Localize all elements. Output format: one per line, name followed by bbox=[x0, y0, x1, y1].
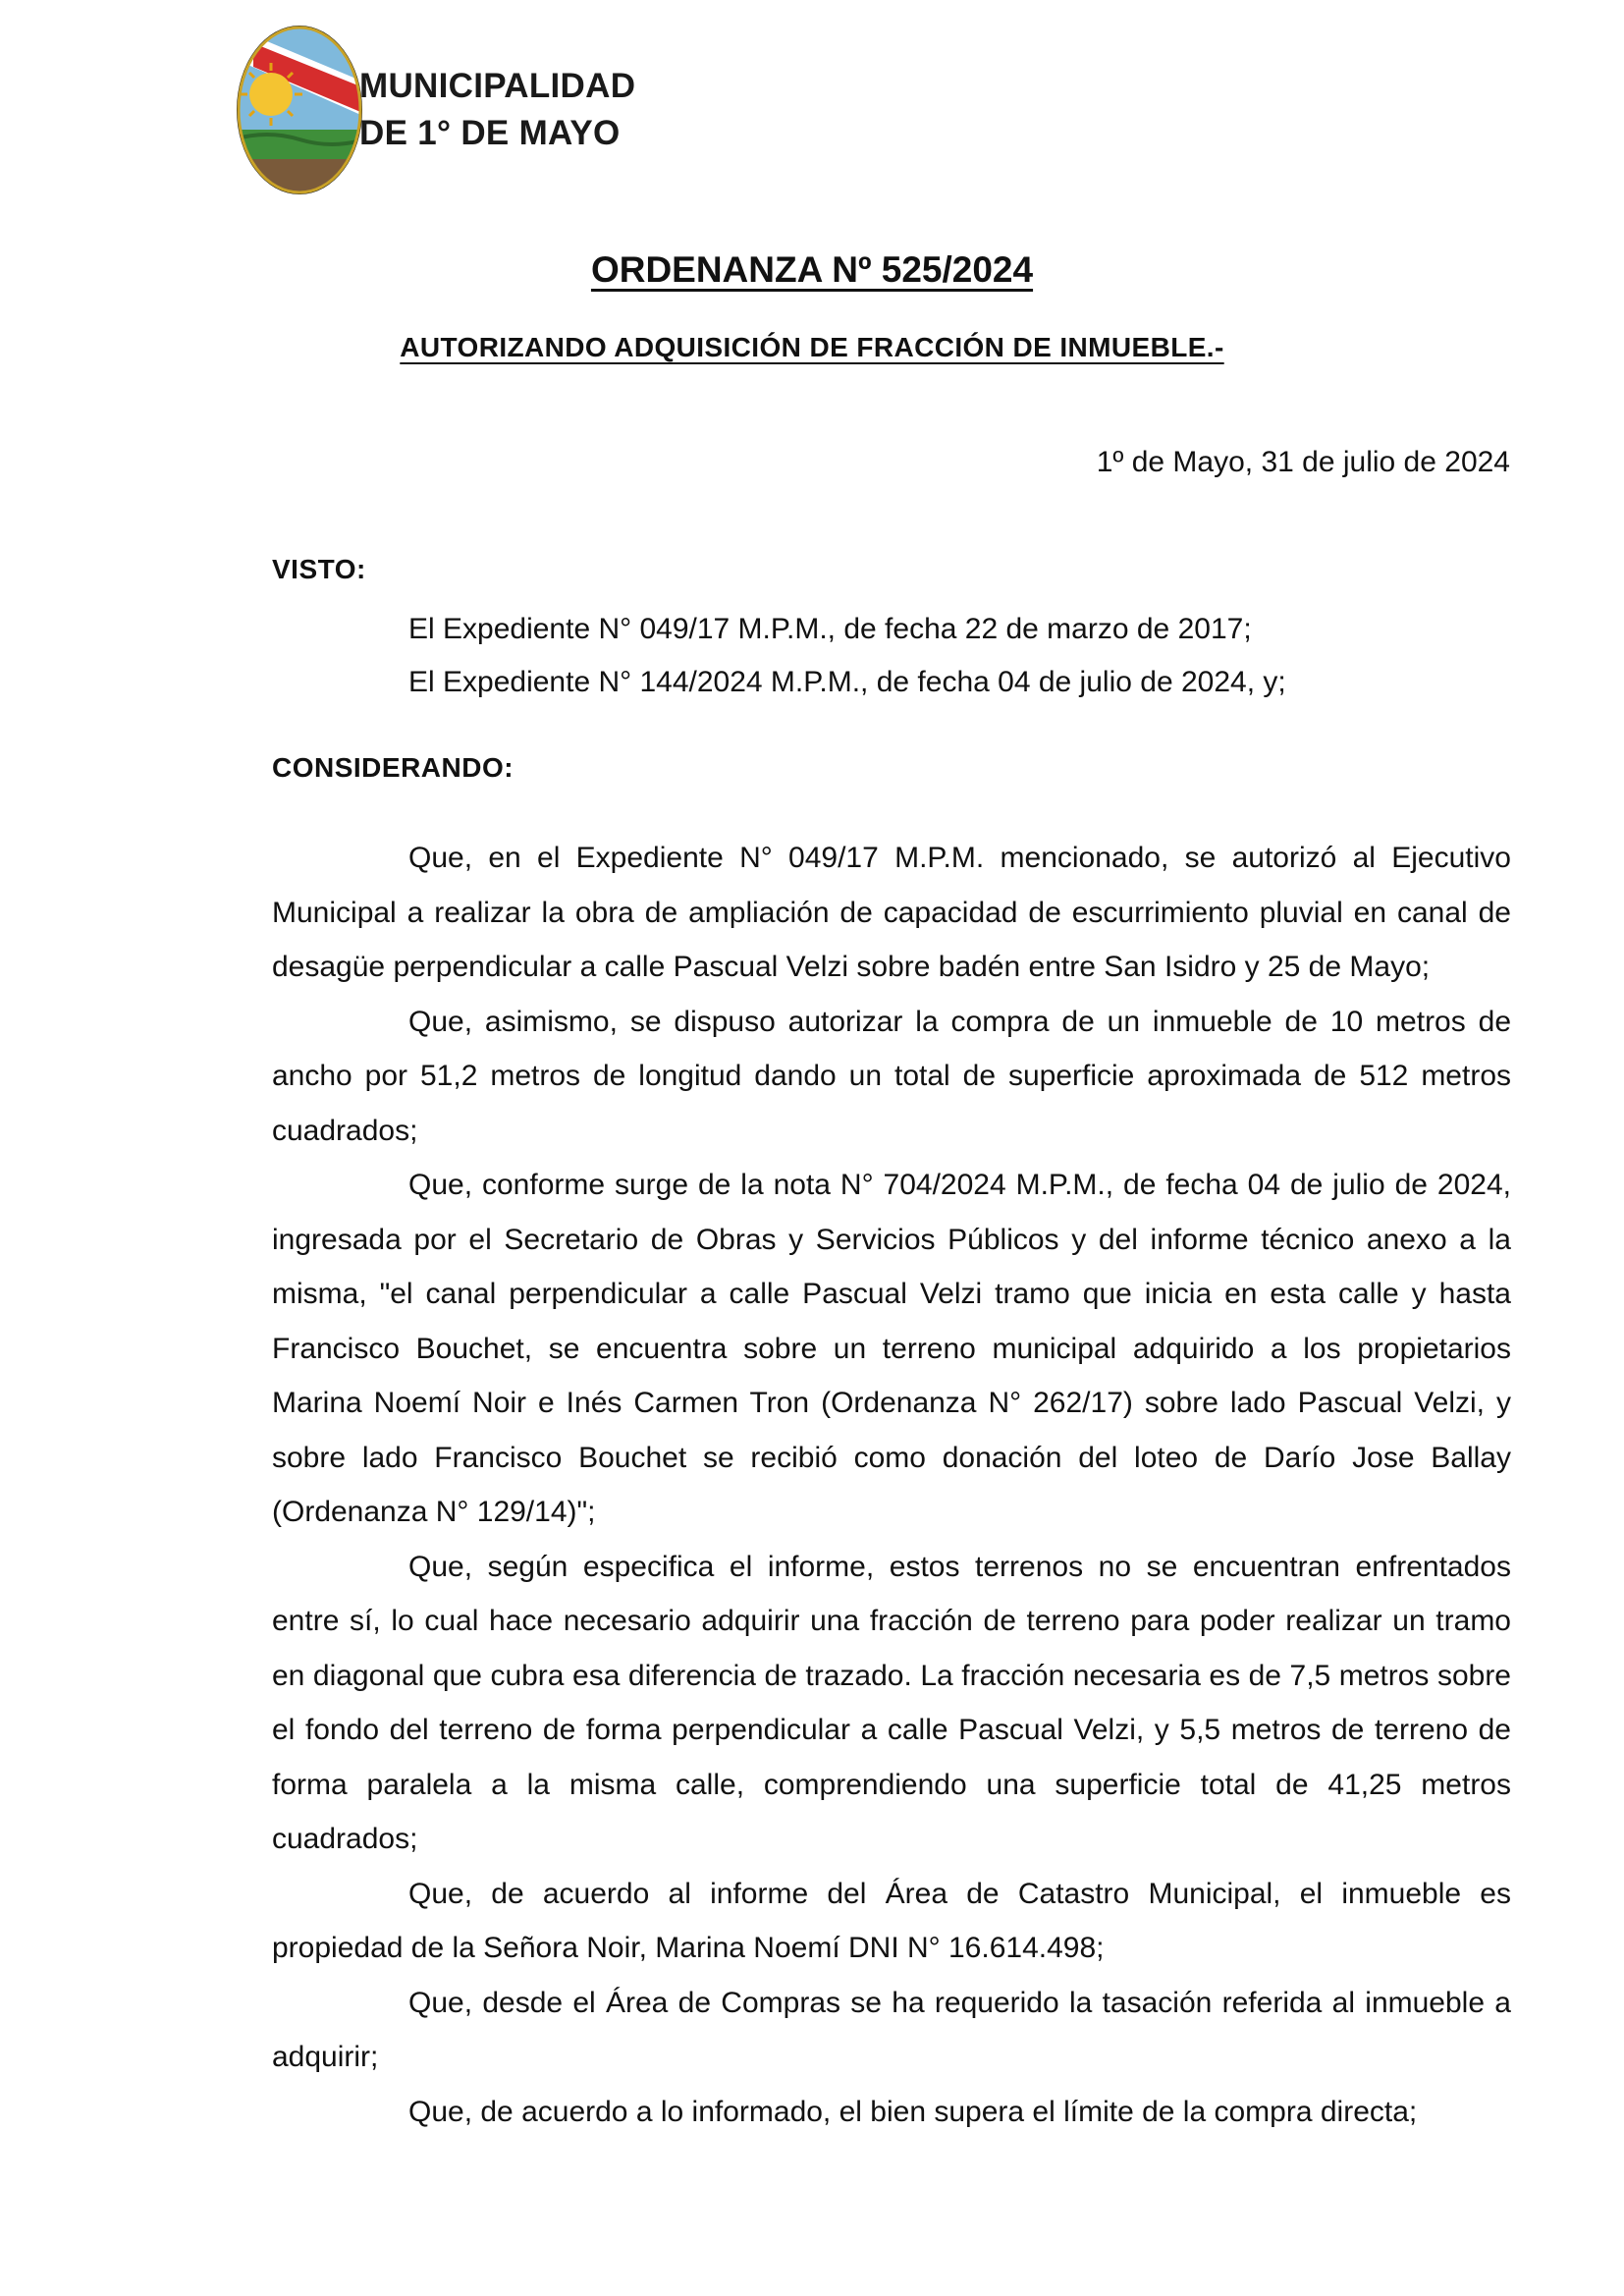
considerando-section bbox=[272, 831, 1511, 2139]
document-date: 1º de Mayo, 31 de julio de 2024 bbox=[1096, 446, 1510, 478]
considerando-paragraph: Que, en el Expediente N° 049/17 M.P.M. mencionado, se autorizó al Ejecutivo Municipal a realizar la obra de ampliación de capacidad de escurrimiento pluvial en canal de desagüe perpendicular a calle Pascual Velzi sobre badén entre San Isidro y 25 de Mayo; bbox=[272, 842, 1511, 983]
considerando-paragraph: Que, de acuerdo al informe del Área de Catastro Municipal, el inmueble es propiedad de la Señora Noir, Marina Noemí DNI N° 16.614.498; bbox=[272, 1877, 1511, 1964]
considerando-paragraph: Que, desde el Área de Compras se ha requerido la tasación referida al inmueble a adquirir; bbox=[272, 1986, 1511, 2073]
document-title: ORDENANZA Nº 525/2024 bbox=[590, 249, 1034, 290]
considerando-paragraph: Que, asimismo, se dispuso autorizar la compra de un inmueble de 10 metros de ancho por 51,2 metros de longitud dando un total de superficie aproximada de 512 metros cuadrados; bbox=[272, 1005, 1511, 1147]
considerando-paragraph: Que, según especifica el informe, estos terrenos no se encuentran enfrentados entre sí, lo cual hace necesario adquirir una fracción de terreno para poder realizar un tramo en diagonal que cubra esa diferencia de trazado. La fracción necesaria es de 7,5 metros sobre el fondo del terreno de forma perpendicular a calle Pascual Velzi, y 5,5 metros de terreno de forma paralela a la misma calle, comprendiendo una superficie total de 41,25 metros cuadrados; bbox=[272, 1550, 1511, 1855]
considerando-heading: CONSIDERANDO: bbox=[272, 752, 514, 783]
org-line-1: MUNICIPALIDAD bbox=[359, 67, 636, 105]
visto-line: El Expediente N° 049/17 M.P.M., de fecha 22 de marzo de 2017; bbox=[408, 613, 1252, 645]
organization-name bbox=[359, 63, 635, 157]
visto-section bbox=[408, 603, 1286, 709]
municipal-seal-icon bbox=[234, 24, 365, 196]
considerando-paragraph: Que, de acuerdo a lo informado, el bien supera el límite de la compra directa; bbox=[408, 2095, 1418, 2128]
document-subtitle: AUTORIZANDO ADQUISICIÓN DE FRACCIÓN DE INMUEBLE.- bbox=[400, 332, 1224, 362]
visto-heading: VISTO: bbox=[272, 554, 366, 584]
visto-line: El Expediente N° 144/2024 M.P.M., de fecha 04 de julio de 2024, y; bbox=[408, 666, 1286, 698]
considerando-paragraph: Que, conforme surge de la nota N° 704/2024 M.P.M., de fecha 04 de julio de 2024, ingresada por el Secretario de Obras y Servicios Públicos y del informe técnico anexo a la misma, "el canal perpendicular a calle Pascual Velzi tramo que inicia en esta calle y hasta Francisco Bouchet, se encuentra sobre un terreno municipal adquirido a los propietarios Marina Noemí Noir e Inés Carmen Tron (Ordenanza N° 262/17) sobre lado Pascual Velzi, y sobre lado Francisco Bouchet se recibió como donación del loteo de Darío Jose Ballay (Ordenanza N° 129/14)"; bbox=[272, 1169, 1511, 1528]
letterhead bbox=[234, 24, 685, 196]
org-line-2: DE 1° DE MAYO bbox=[359, 114, 621, 152]
